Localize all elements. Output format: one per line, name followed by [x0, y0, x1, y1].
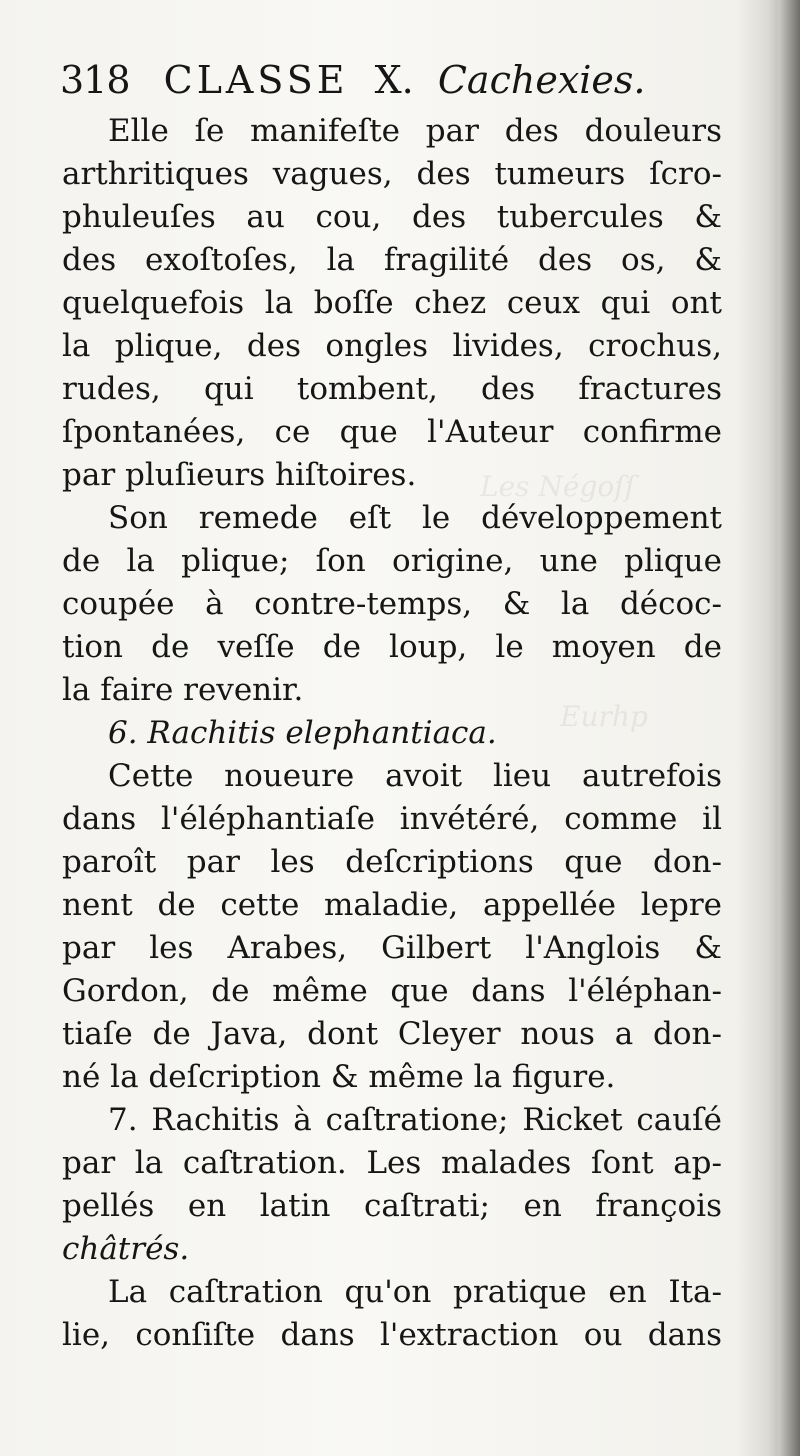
text-line: ſpontanées, ce que l'Auteur confirme	[62, 414, 722, 450]
text-line: dans l'éléphantiaſe invétéré, comme il	[62, 801, 722, 837]
text-line: par pluſieurs hiſtoires.	[62, 457, 417, 493]
text-line: Son remede eſt le développement	[108, 500, 722, 536]
page-edge-shadow	[778, 0, 800, 1456]
text-line: de la plique; ſon origine, une plique	[62, 543, 722, 579]
bleed-through-text: Eurhp	[560, 700, 648, 733]
text-line: né la deſcription & même la figure.	[62, 1059, 616, 1095]
text-line: phuleuſes au cou, des tubercules &	[62, 199, 722, 235]
text-line: la plique, des ongles livides, crochus,	[62, 328, 722, 364]
text-line: lie, conſiſte dans l'extraction ou dans	[62, 1317, 722, 1353]
running-header	[60, 50, 740, 110]
text-line: quelquefois la boſſe chez ceux qui ont	[62, 285, 722, 321]
text-line: Cette noueure avoit lieu autrefois	[108, 758, 722, 794]
text-line: Elle ſe manifeſte par des douleurs	[108, 113, 722, 149]
text-line: châtrés.	[62, 1231, 190, 1267]
body-text	[62, 110, 722, 1357]
bleed-through-text: Les Négoſſ	[480, 470, 636, 503]
class-number: X.	[374, 58, 414, 102]
text-line: tion de veſſe de loup, le moyen de	[62, 629, 722, 665]
section-heading-7: 7. Rachitis à caſtratione; Ricket cauſé	[108, 1102, 722, 1138]
text-line: rudes, qui tombent, des fractures	[62, 371, 722, 407]
text-line: coupée à contre-temps, & la décoc-	[62, 586, 722, 622]
text-line: par la caſtration. Les malades ſont ap-	[62, 1145, 722, 1181]
text-line: arthritiques vagues, des tumeurs ſcro-	[62, 156, 722, 192]
text-line: tiaſe de Java, dont Cleyer nous a don-	[62, 1016, 722, 1052]
class-label: CLASSE	[163, 58, 349, 102]
text-line: nent de cette maladie, appellée lepre	[62, 887, 722, 923]
section-heading-6: 6. Rachitis elephantiaca.	[108, 715, 497, 751]
text-line: Gordon, de même que dans l'éléphan-	[62, 973, 722, 1009]
text-line: par les Arabes, Gilbert l'Anglois &	[62, 930, 722, 966]
text-line: la faire revenir.	[62, 672, 304, 708]
text-line: La caſtration qu'on pratique en Ita-	[108, 1274, 722, 1310]
running-title: Cachexies.	[437, 58, 646, 102]
page-number: 318	[60, 58, 130, 102]
text-line: paroît par les deſcriptions que don-	[62, 844, 722, 880]
text-line: des exoſtoſes, la fragilité des os, &	[62, 242, 722, 278]
text-line: pellés en latin caſtrati; en françois	[62, 1188, 722, 1224]
